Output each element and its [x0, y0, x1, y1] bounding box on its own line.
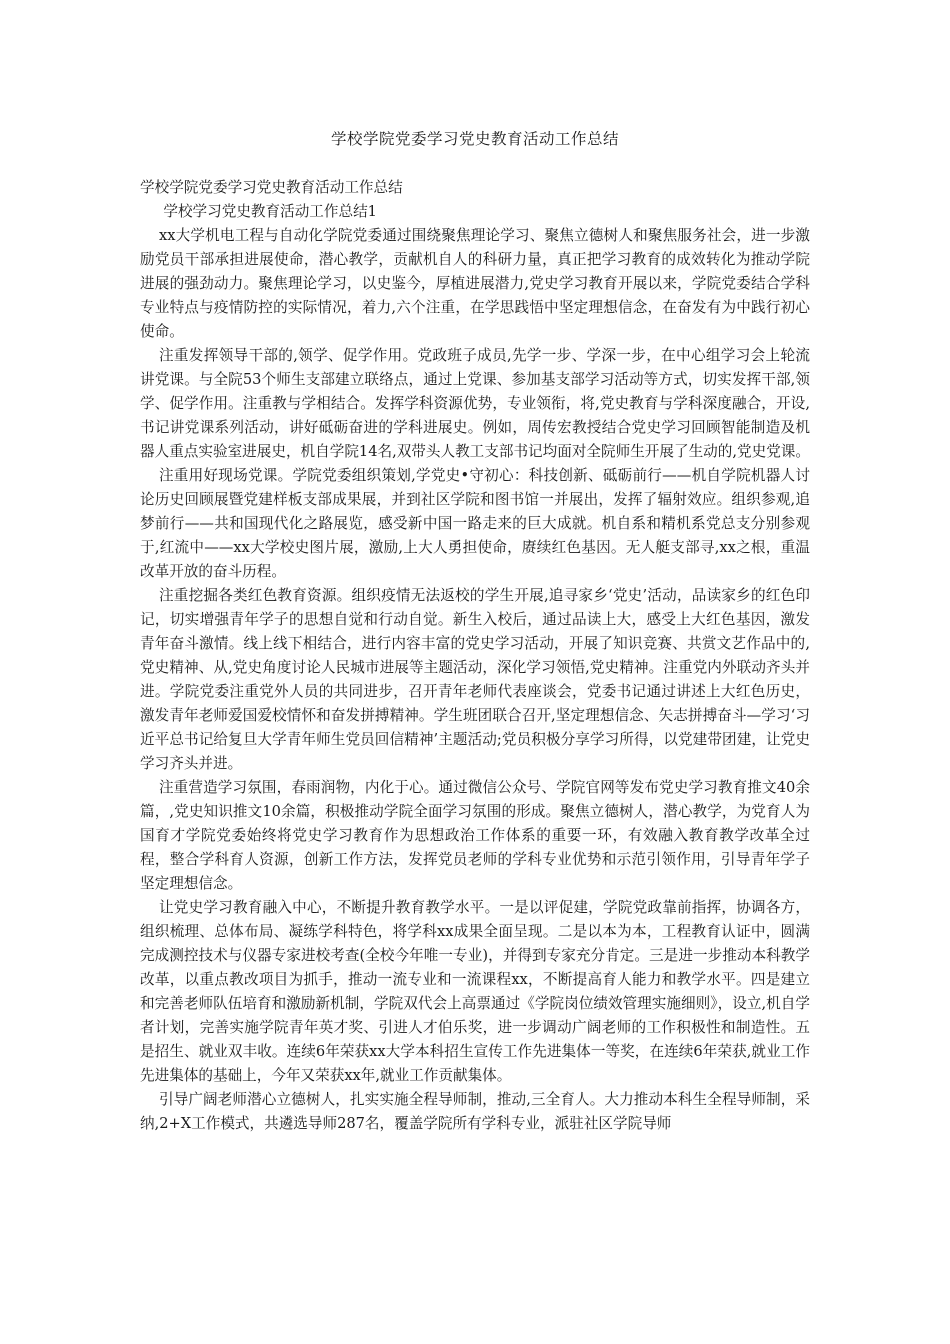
paragraph-2: 注重发挥领导干部的,领学、促学作用。党政班子成员,先学一步、学深一步，在中心组学习会上轮流讲党课。与全院53个师生支部建立联络点，通过上党课、参加基支部学习活动等方式，切实发挥干部,领学、促学作用。注重教与学相结合。发挥学科资源优势，专业领衔，将,党史教育与学科深度融合，开设,书记讲党课系列活动，讲好砥砺奋进的学科进展史。例如，周传宏教授结合党史学习回顾智能制造及机器人重点实验室进展史，机自学院14名,双带头人教工支部书记均面对全院师生开展了生动的,党史党课。: [140, 347, 810, 460]
paragraph-4: 注重挖掘各类红色教育资源。组织疫情无法返校的学生开展,追寻家乡‘党史’活动，品读家乡的红色印记，切实增强青年学子的思想自觉和行动自觉。新生入校后，通过品读上大，感受上大红色基因，激发青年奋斗激情。线上线下相结合，进行内容丰富的党史学习活动，开展了知识竞赛、共赏文艺作品中的,党史精神、从,党史角度讨论人民城市进展等主题活动，深化学习领悟,党史精神。注重党内外联动齐头并进。学院党委注重党外人员的共同进步，召开青年老师代表座谈会，党委书记通过讲述上大红色历史，激发青年老师爱国爱校情怀和奋发拼搏精神。学生班团联合召开,坚定理想信念、矢志拼搏奋斗—学习‘习近平总书记给复旦大学青年师生党员回信精神’主题活动;党员积极分享学习所得，以党建带团建，让党史学习齐头并进。: [140, 587, 810, 772]
paragraph-5: 注重营造学习氛围，春雨润物，内化于心。通过微信公众号、学院官网等发布党史学习教育推文40余篇，,党史知识推文10余篇，积极推动学院全面学习氛围的形成。聚焦立德树人，潜心教学，为党育人为国育才学院党委始终将党史学习教育作为思想政治工作体系的重要一环，有效融入教育教学改革全过程，整合学科育人资源，创新工作方法，发挥党员老师的学科专业优势和示范引领作用，引导青年学子坚定理想信念。: [140, 779, 810, 892]
paragraph-3: 注重用好现场党课。学院党委组织策划,学党史•守初心：科技创新、砥砺前行——机自学院机器人讨论历史回顾展暨党建样板支部成果展，并到社区学院和图书馆一并展出，发挥了辐射效应。组织参观,追梦前行——共和国现代化之路展览，感受新中国一路走来的巨大成就。机自系和精机系党总支分别参观于,红流中——xx大学校史图片展，激励,上大人勇担使命，赓续红色基因。无人艇支部寻,xx之根，重温改革开放的奋斗历程。: [140, 467, 810, 580]
document-title: 学校学院党委学习党史教育活动工作总结: [330, 130, 619, 148]
paragraph-7: 引导广阔老师潜心立德树人，扎实实施全程导师制，推动,三全育人。大力推动本科生全程导师制，采纳,2+X工作模式，共遴选导师287名，覆盖学院所有学科专业，派驻社区学院导师: [140, 1091, 810, 1132]
document-body: [140, 176, 810, 1136]
paragraph-6: 让党史学习教育融入中心，不断提升教育教学水平。一是以评促建，学院党政靠前指挥，协调各方，组织梳理、总体布局、凝练学科特色，将学科xx成果全面呈现。二是以本为本，工程教育认证中，圆满完成测控技术与仪器专家进校考查(全校今年唯一专业)，并得到专家充分肯定。三是进一步推动本科教学改革，以重点教改项目为抓手，推动一流专业和一流课程xx，不断提高育人能力和教学水平。四是建立和完善老师队伍培育和激励新机制，学院双代会上高票通过《学院岗位绩效管理实施细则》，设立,机自学者计划，完善实施学院青年英才奖、引进人才伯乐奖，进一步调动广阔老师的工作积极性和制造性。五是招生、就业双丰收。连续6年荣获xx大学本科招生宣传工作先进集体一等奖，在连续6年荣获,就业工作先进集体的基础上，今年又荣获xx年,就业工作贡献集体。: [140, 899, 810, 1084]
document-subtitle: 学校学院党委学习党史教育活动工作总结: [140, 179, 403, 196]
section-heading: 学校学习党史教育活动工作总结1: [163, 203, 377, 220]
paragraph-1: xx大学机电工程与自动化学院党委通过围绕聚焦理论学习、聚焦立德树人和聚焦服务社会，进一步激励党员干部承担进展使命，潜心教学，贡献机自人的科研力量，真正把学习教育的成效转化为推动学院进展的强劲动力。聚焦理论学习，以史鉴今，厚植进展潜力,党史学习教育开展以来，学院党委结合学科专业特点与疫情防控的实际情况，着力,六个注重，在学思践悟中坚定理想信念，在奋发有为中践行初心使命。: [140, 227, 810, 340]
